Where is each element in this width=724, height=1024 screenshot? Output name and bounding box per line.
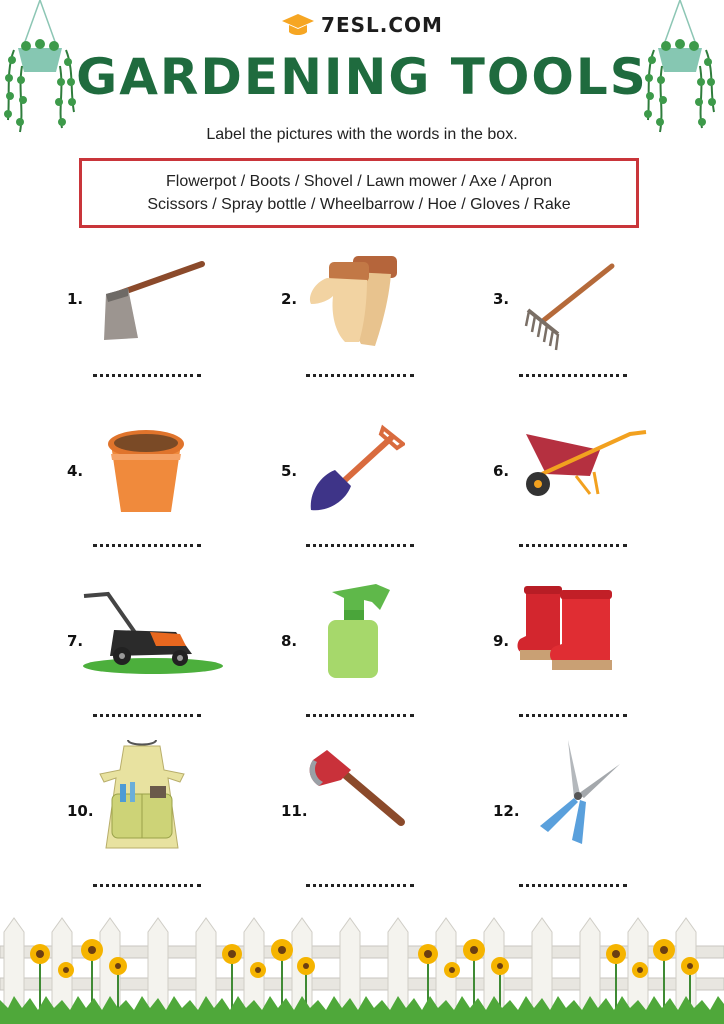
- answer-line[interactable]: [93, 374, 201, 377]
- rake-icon: [520, 260, 620, 352]
- answer-line[interactable]: [519, 544, 627, 547]
- boots-icon: [516, 582, 618, 678]
- item-number: 3.: [493, 290, 510, 308]
- wheelbarrow-icon: [520, 424, 650, 500]
- item-number: 2.: [281, 290, 298, 308]
- answer-line[interactable]: [519, 374, 627, 377]
- answer-line[interactable]: [93, 884, 201, 887]
- answer-line[interactable]: [306, 884, 414, 887]
- lawn-mower-icon: [80, 590, 226, 676]
- flowerpot-icon: [105, 424, 187, 516]
- word-box: [79, 158, 639, 228]
- word-box-line-1: Flowerpot / Boots / Shovel / Lawn mower / Axe / Apron: [166, 173, 552, 190]
- scissors-icon: [532, 736, 624, 848]
- answer-line[interactable]: [93, 714, 201, 717]
- item-number: 9.: [493, 632, 510, 650]
- item-number: 6.: [493, 462, 510, 480]
- item-number: 12.: [493, 802, 520, 820]
- word-box-line-2: Scissors / Spray bottle / Wheelbarrow / Hoe / Gloves / Rake: [147, 196, 571, 213]
- instructions: Label the pictures with the words in the box.: [206, 126, 518, 143]
- answer-line[interactable]: [306, 544, 414, 547]
- spray-bottle-icon: [318, 576, 398, 682]
- answer-line[interactable]: [93, 544, 201, 547]
- hoe-icon: [98, 258, 208, 346]
- item-number: 11.: [281, 802, 308, 820]
- site-logo: [0, 12, 724, 42]
- graduation-cap-icon: [281, 12, 315, 38]
- apron-icon: [98, 736, 186, 854]
- item-number: 5.: [281, 462, 298, 480]
- item-number: 8.: [281, 632, 298, 650]
- axe-icon: [305, 746, 409, 830]
- fence-with-flowers-icon: [0, 912, 724, 1024]
- logo-text: 7ESL.COM: [321, 13, 443, 37]
- item-number: 10.: [67, 802, 94, 820]
- gloves-icon: [305, 252, 405, 348]
- answer-line[interactable]: [306, 374, 414, 377]
- answer-line[interactable]: [519, 714, 627, 717]
- item-number: 7.: [67, 632, 84, 650]
- answer-line[interactable]: [306, 714, 414, 717]
- page-title: GARDENING TOOLS: [76, 48, 648, 106]
- item-number: 1.: [67, 290, 84, 308]
- item-number: 4.: [67, 462, 84, 480]
- shovel-icon: [305, 424, 405, 514]
- answer-line[interactable]: [519, 884, 627, 887]
